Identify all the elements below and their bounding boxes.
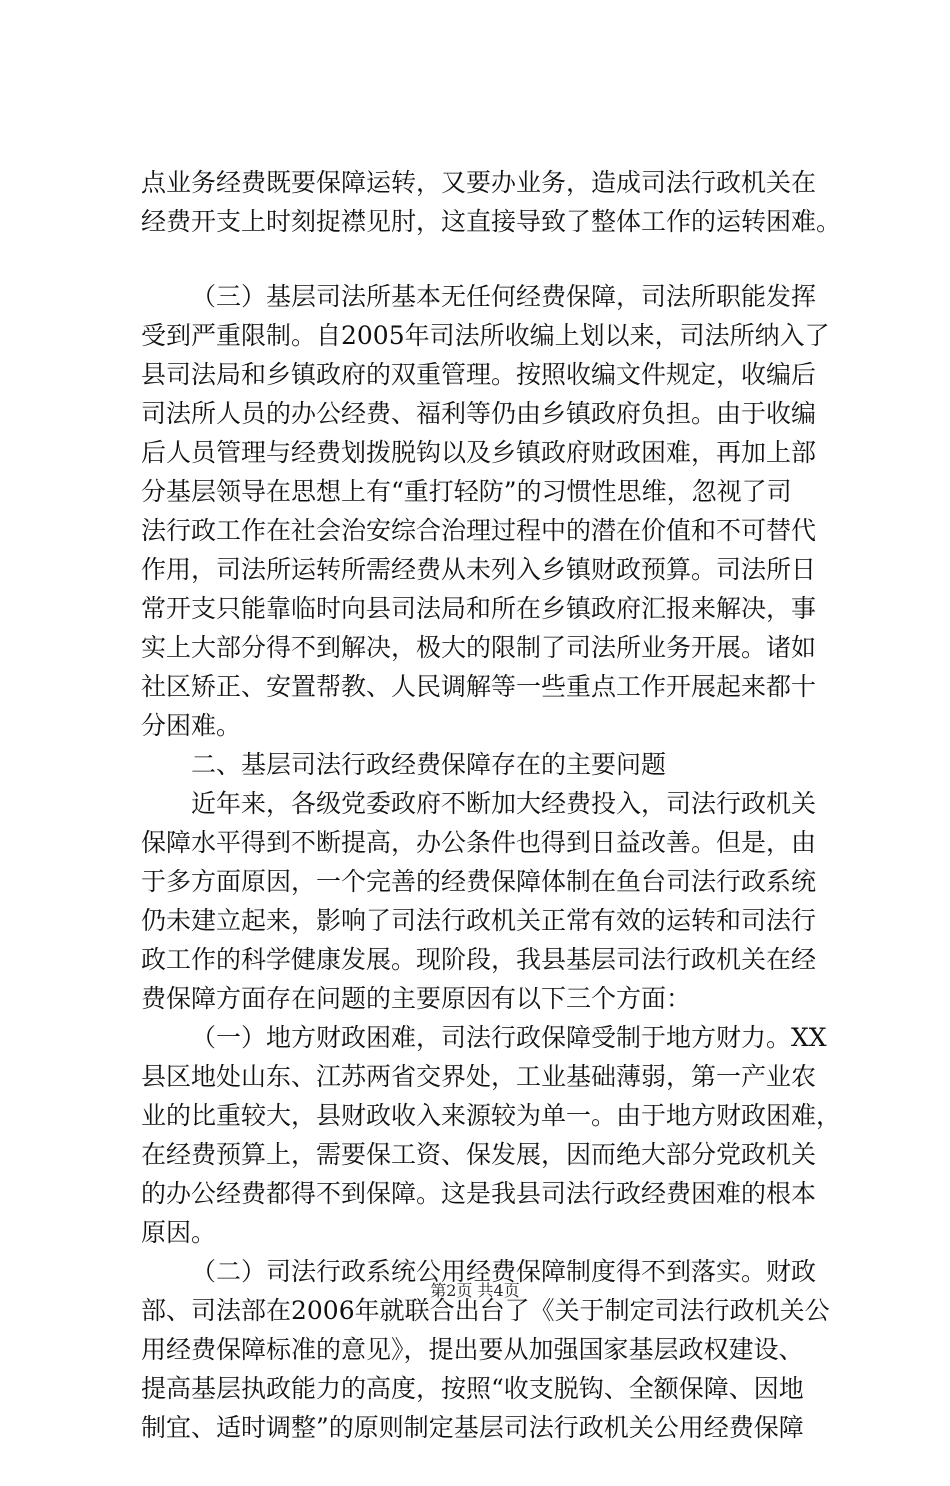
text-line: 政工作的科学健康发展。现阶段，我县基层司法行政机关在经 — [141, 945, 817, 974]
text-line: 实上大部分得不到解决，极大的限制了司法所业务开展。诸如 — [141, 633, 817, 662]
text-line — [141, 1447, 841, 1486]
text-line: 经费开支上时刻捉襟见肘，这直接导致了整体工作的运转困难。 — [141, 207, 842, 236]
text-line: 作用，司法所运转所需经费从未列入乡镇财政预算。司法所日 — [141, 555, 817, 584]
text-line: 费保障方面存在问题的主要原因有以下三个方面： — [141, 984, 692, 1013]
text-line: 常开支只能靠临时向县司法局和所在乡镇政府汇报来解决，事 — [141, 594, 817, 623]
text-line: 后人员管理与经费划拨脱钩以及乡镇政府财政困难，再加上部 — [141, 438, 817, 467]
text-line: 制宜、适时调整”的原则制定基层司法行政机关公用经费保障 — [141, 1413, 804, 1442]
text-line: 法行政工作在社会治安综合治理过程中的潜在价值和不可替代 — [141, 516, 817, 545]
text-line: 分基层领导在思想上有“重打轻防”的习惯性思维，忽视了司 — [141, 477, 792, 506]
text-line: 点业务经费既要保障运转，又要办业务，造成司法行政机关在 — [141, 168, 817, 197]
text-line: 业的比重较大，县财政收入来源较为单一。由于地方财政困难， — [141, 1101, 842, 1130]
page-number-footer: 第2页 共4页 — [430, 1281, 520, 1300]
text-line: 分困难。 — [141, 711, 242, 740]
section-heading: 二、基层司法行政经费保障存在的主要问题 — [191, 750, 667, 779]
text-line: 近年来，各级党委政府不断加大经费投入，司法行政机关 — [191, 789, 817, 818]
text-line: 县区地处山东、江苏两省交界处，工业基础薄弱，第一产业农 — [141, 1062, 817, 1091]
text-line: 用经费保障标准的意见》，提出要从加强国家基层政权建设、 — [141, 1335, 804, 1364]
text-line: 提高基层执政能力的高度，按照“收支脱钩、全额保障、因地 — [141, 1374, 804, 1403]
text-line: 的办公经费都得不到保障。这是我县司法行政经费困难的根本 — [141, 1179, 817, 1208]
text-line: 司法所人员的办公经费、福利等仍由乡镇政府负担。由于收编 — [141, 399, 817, 428]
text-line: 在经费预算上，需要保工资、保发展，因而绝大部分党政机关 — [141, 1140, 817, 1169]
text-line: 于多方面原因，一个完善的经费保障体制在鱼台司法行政系统 — [141, 867, 817, 896]
text-line: 社区矫正、安置帮教、人民调解等一些重点工作开展起来都十 — [141, 672, 817, 701]
text-line: 原因。 — [141, 1218, 217, 1247]
text-line: 仍未建立起来，影响了司法行政机关正常有效的运转和司法行 — [141, 906, 817, 935]
paragraph-gap — [141, 241, 841, 277]
text-line: 保障水平得到不断提高，办公条件也得到日益改善。但是，由 — [141, 828, 817, 857]
text-line: （一）地方财政困难，司法行政保障受制于地方财力。XX — [191, 1023, 827, 1052]
text-line: （三）基层司法所基本无任何经费保障，司法所职能发挥 — [191, 282, 817, 311]
text-line: 县司法局和乡镇政府的双重管理。按照收编文件规定，收编后 — [141, 360, 817, 389]
text-line: （二）司法行政系统公用经费保障制度得不到落实。财政 — [191, 1257, 817, 1286]
text-line: 受到严重限制。自2005年司法所收编上划以来，司法所纳入了 — [141, 321, 830, 350]
text-line: 部、司法部在2006年就联合出台了《关于制定司法行政机关公 — [141, 1296, 830, 1325]
